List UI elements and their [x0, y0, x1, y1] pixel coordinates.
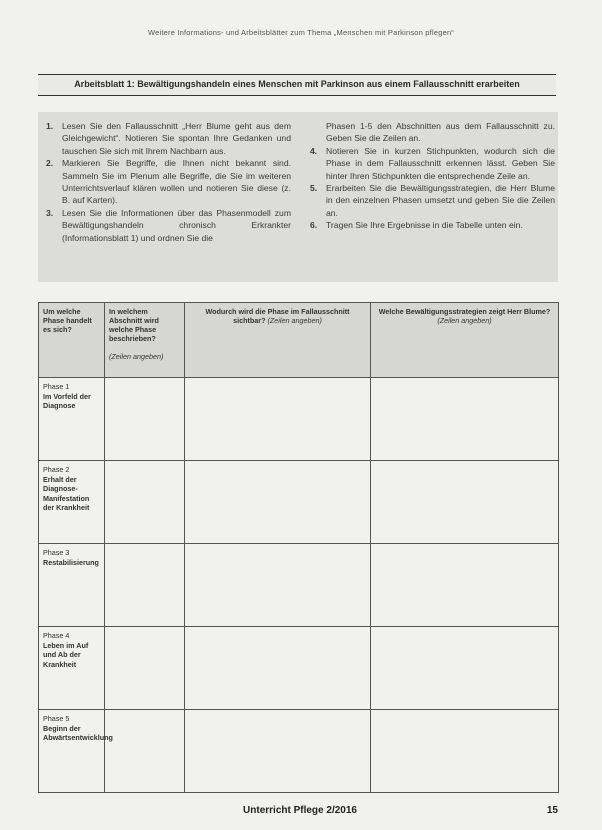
footer-journal-title: Unterricht Pflege 2/2016: [243, 805, 357, 816]
section-cell[interactable]: [105, 461, 185, 544]
phase-cell: [39, 544, 105, 627]
running-header: Weitere Informations- und Arbeitsblätter zum Thema „Menschen mit Parkinson pflegen“: [147, 28, 455, 37]
task-number: 2.: [46, 158, 54, 169]
header-section: In welchem Abschnitt wird welche Phase beschrieben? (Zeilen angeben): [105, 303, 185, 378]
task-text: Notieren Sie in kurzen Stichpunkten, wodurch sich die Phase in dem Fallausschnitt erkennen lässt. Geben Sie hinter Ihren Stichpunkten die entsprechende Zeile an.: [326, 145, 555, 181]
table-row: [39, 378, 559, 461]
task-item: [310, 182, 555, 219]
table-row: [39, 461, 559, 544]
task-text-continued: Phasen 1-5 den Abschnitten aus dem Fallausschnitt zu. Geben Sie die Zeilen an.: [326, 121, 555, 144]
strategies-cell[interactable]: [371, 378, 559, 461]
task-number: 1.: [46, 121, 54, 131]
task-item: [310, 219, 555, 231]
phase-cell: [39, 627, 105, 710]
task-number: 4.: [310, 145, 318, 156]
header-hint: (Zeilen angeben): [109, 352, 164, 361]
phase-cell: [39, 461, 105, 544]
task-column-right: [310, 120, 555, 232]
strategies-cell[interactable]: [371, 627, 559, 710]
section-cell[interactable]: [105, 710, 185, 793]
visibility-cell[interactable]: [185, 544, 371, 627]
page-number: 15: [546, 805, 558, 816]
table-row: [39, 627, 559, 710]
strategies-cell[interactable]: [371, 710, 559, 793]
task-column-left: [46, 120, 291, 244]
visibility-cell[interactable]: [185, 710, 371, 793]
task-item: [46, 120, 291, 157]
visibility-cell[interactable]: [185, 378, 371, 461]
phase-cell: [39, 378, 105, 461]
phase-label: Phase 3: [43, 548, 70, 557]
phase-label: Phase 2: [43, 465, 70, 474]
task-text: Tragen Sie Ihre Ergebnisse in die Tabelle unten ein.: [326, 220, 523, 231]
phase-table: [38, 302, 559, 793]
phase-name: Beginn der Abwärtsentwicklung: [43, 723, 113, 742]
table-header-row: [39, 303, 559, 378]
task-item: [46, 207, 291, 244]
phase-name: Leben im Auf und Ab der Krankheit: [43, 640, 89, 669]
strategies-cell[interactable]: [371, 544, 559, 627]
phase-name: Im Vorfeld der Diagnose: [43, 391, 91, 410]
phase-label: Phase 4: [43, 631, 70, 640]
section-cell[interactable]: [105, 544, 185, 627]
visibility-cell[interactable]: [185, 461, 371, 544]
worksheet-title: Arbeitsblatt 1: Bewältigungshandeln eines Menschen mit Parkinson aus einem Fallausschnitt erarbeiten: [38, 74, 556, 96]
task-text: Lesen Sie die Informationen über das Phasenmodell zum Bewältigungshandeln chronisch Erkrankter (Informationsblatt 1) und ordnen Sie die: [62, 207, 291, 243]
task-item: [46, 157, 291, 207]
task-number: 5.: [310, 183, 318, 194]
table-row: [39, 544, 559, 627]
section-cell[interactable]: [105, 627, 185, 710]
table-row: [39, 710, 559, 793]
task-number: 3.: [46, 207, 54, 218]
phase-label: Phase 1: [43, 382, 70, 391]
task-text: Erarbeiten Sie die Bewältigungsstrategien, die Herr Blume in den einzelnen Phasen umsetzt und geben Sie die Zeilen an.: [326, 183, 555, 218]
phase-cell: [39, 710, 113, 793]
phase-name: Restabilisierung: [43, 557, 99, 567]
header-hint: (Zeilen angeben): [267, 316, 322, 325]
visibility-cell[interactable]: [185, 627, 371, 710]
header-hint: (Zeilen angeben): [437, 316, 492, 325]
task-number: 6.: [310, 220, 318, 231]
header-phase: Um welche Phase handelt es sich?: [39, 303, 105, 378]
header-visibility: Wodurch wird die Phase im Fallausschnitt sichtbar? (Zeilen angeben): [185, 303, 371, 378]
phase-label: Phase 5: [43, 714, 70, 723]
section-cell[interactable]: [105, 378, 185, 461]
task-text: Markieren Sie Begriffe, die Ihnen nicht bekannt sind. Sammeln Sie im Plenum alle Begriffe, die Sie im weiteren Unterrichtsverlauf klären wollen und notieren Sie diese (z. B. auf Karten).: [62, 158, 291, 206]
task-list: [38, 112, 558, 282]
task-item: [310, 145, 555, 182]
strategies-cell[interactable]: [371, 461, 559, 544]
task-text: Lesen Sie den Fallausschnitt „Herr Blume geht aus dem Gleichgewicht“. Notieren Sie spontan Ihre Gedanken und tauschen Sie sich mit Ihrem Nachbarn aus.: [62, 121, 291, 156]
phase-name: Erhalt der Diagnose-Manifestation der Krankheit: [43, 474, 90, 512]
header-strategies: Welche Bewältigungsstrategien zeigt Herr Blume? (Zeilen angeben): [371, 303, 559, 378]
